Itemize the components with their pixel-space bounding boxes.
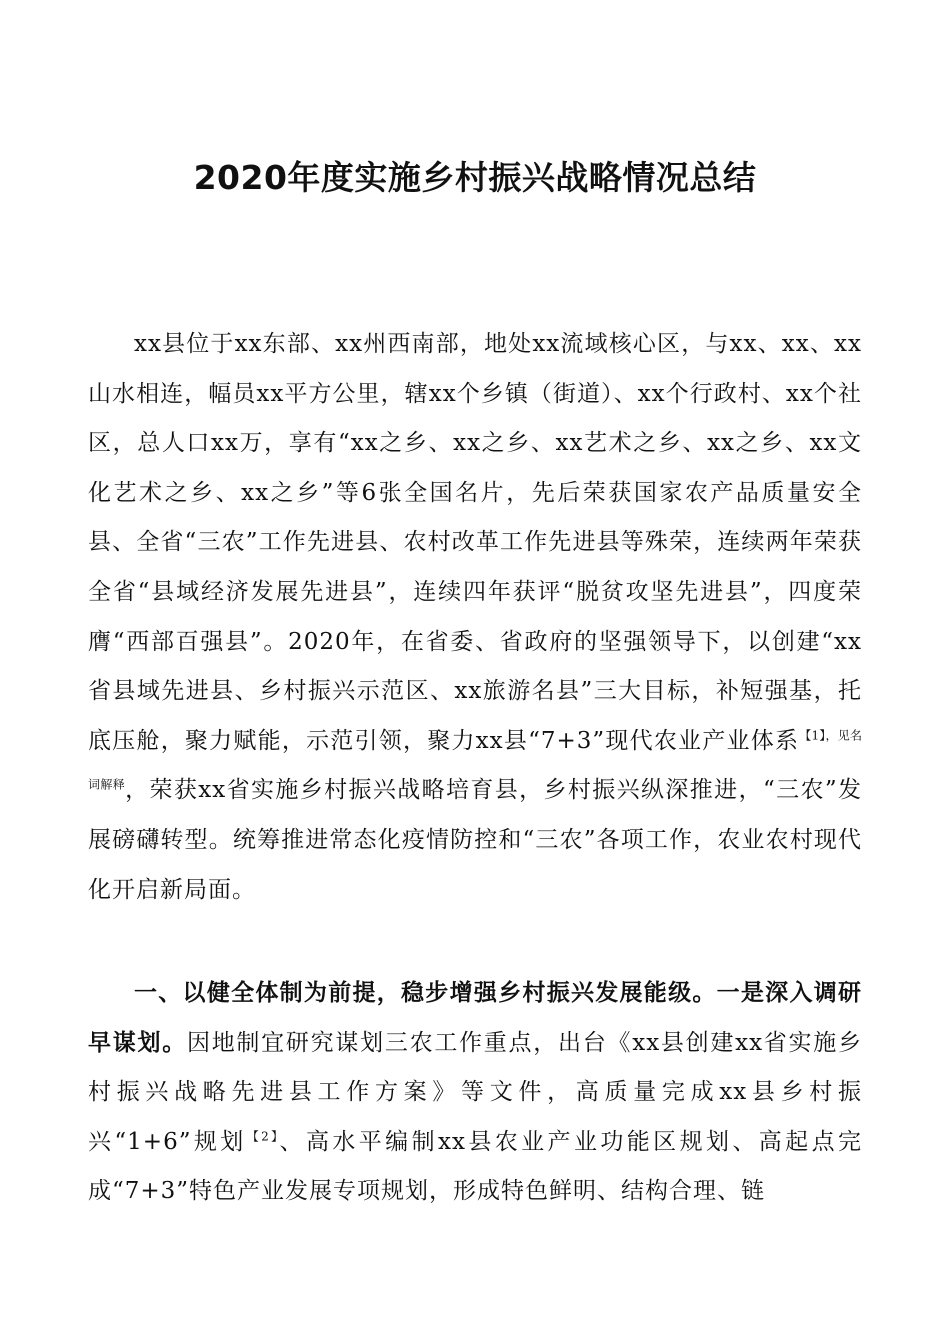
footnote-ref-2: 【2】 [246, 1129, 280, 1144]
intro-paragraph [88, 320, 862, 915]
document-title: 2020年度实施乡村振兴战略情况总结 [193, 158, 757, 197]
footnote-ref-1: 【1】，见名词解释 [88, 728, 863, 792]
section-1-heading: 一、以健全体制为前提，稳步增强乡村振兴发展能级。 [134, 980, 717, 1006]
section-1-subheading: 一是深入调研早谋划。 [88, 980, 863, 1056]
intro-text-part2: ，荣获xx省实施乡村振兴战略培育县，乡村振兴纵深推进，“三农”发展磅礴转型。统筹推进常态化疫情防控和“三农”各项工作，农业农村现代化开启新局面。 [88, 777, 862, 903]
intro-text-part1: xx县位于xx东部、xx州西南部，地处xx流域核心区，与xx、xx、xx山水相连，幅员xx平方公里，辖xx个乡镇（街道）、xx个行政村、xx个社区，总人口xx万，享有“xx之乡、xx之乡、xx艺术之乡、xx之乡、xx文化艺术之乡、xx之乡”等6张全国名片，先后荣获国家农产品质量安全县、全省“三农”工作先进县、农村改革工作先进县等殊荣，连续两年荣获全省“县域经济发展先进县”，连续四年获评“脱贫攻坚先进县”，四度荣膺“西部百强县”。2020年，在省委、省政府的坚强领导下，以创建“xx省县域先进县、乡村振兴示范区、xx旅游名县”三大目标，补短强基，托底压舱，聚力赋能，示范引领，聚力xx县“7+3”现代农业产业体系 [88, 331, 862, 754]
section-1-text-part1: 因地制宜研究谋划三农工作重点，出台《xx县创建xx省实施乡村振兴战略先进县工作方案》等文件，高质量完成xx县乡村振兴“1+6”规划 [88, 1029, 862, 1155]
section-1-paragraph [88, 969, 862, 1217]
section-1-text-part2: 、高水平编制xx县农业产业功能区规划、高起点完成“7+3”特色产业发展专项规划，形成特色鲜明、结构合理、链 [88, 1128, 862, 1205]
